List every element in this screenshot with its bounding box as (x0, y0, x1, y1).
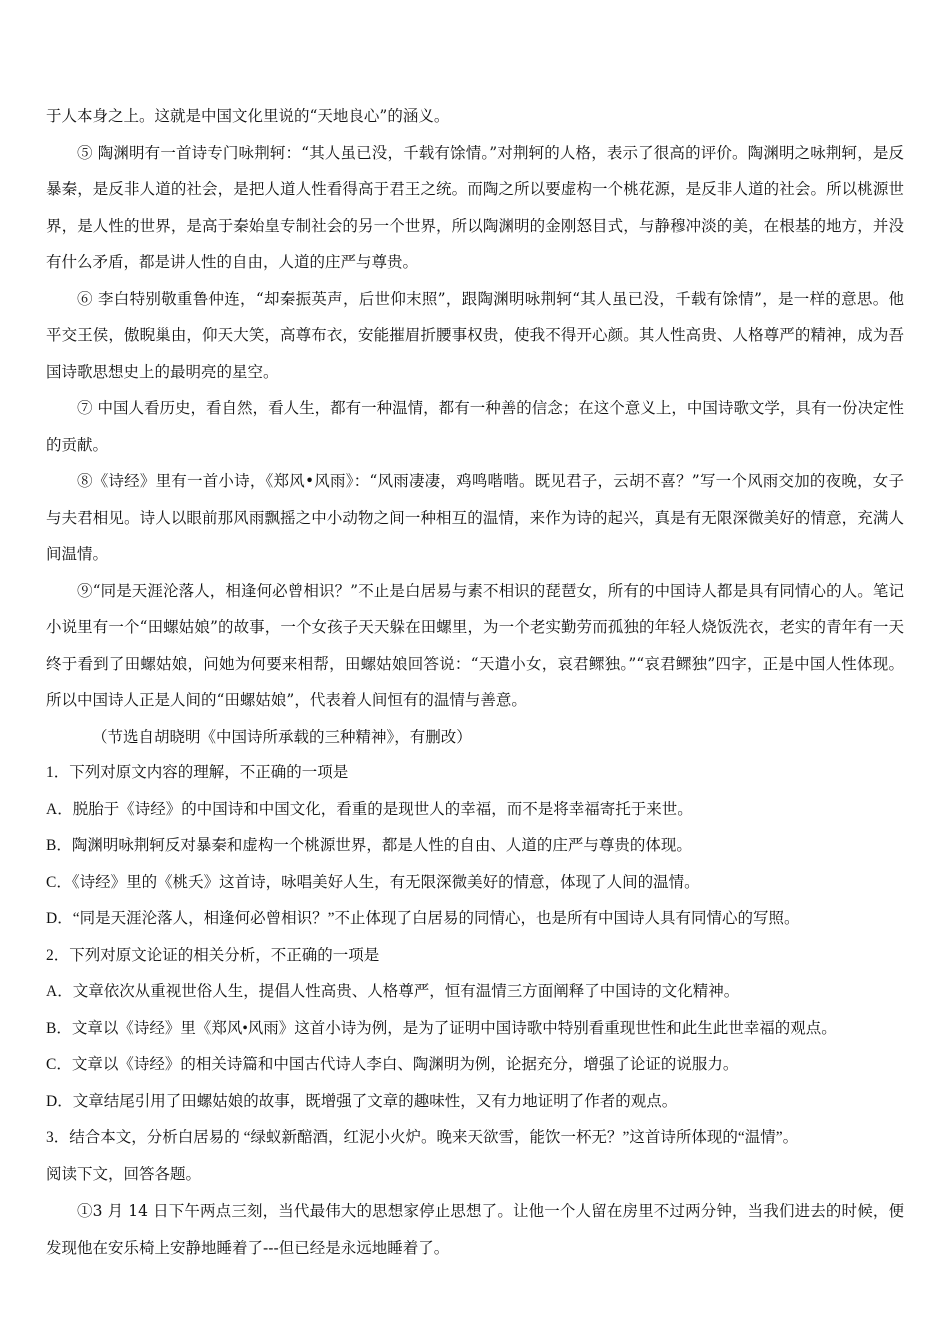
source-citation: （节选自胡晓明《中国诗所承载的三种精神》，有删改） (92, 727, 472, 746)
question-2-option-c: C．文章以《诗经》的相关诗篇和中国古代诗人李白、陶渊明为例，论据充分，增强了论证的说服力。 (46, 1056, 739, 1073)
question-1-option-a: A．脱胎于《诗经》的中国诗和中国文化，看重的是现世人的幸福，而不是将幸福寄托于来世。 (46, 800, 693, 818)
question-2-option-a: A．文章依次从重视世俗人生，提倡人性高贵、人格尊严，恒有温情三方面阐释了中国诗的文化精神。 (46, 983, 740, 1000)
question-3-stem: 3．结合本文，分析白居易的 “绿蚁新醅酒，红泥小火炉。晚来天欲雪，能饮一杯无？”这首诗所体现的“温情”。 (46, 1129, 799, 1146)
paragraph-4-tail: 于人本身之上。这就是中国文化里说的“天地良心”的涵义。 (46, 107, 450, 125)
question-2-option-d: D．文章结尾引用了田螺姑娘的故事，既增强了文章的趣味性，又有力地证明了作者的观点。 (46, 1092, 678, 1110)
question-2-stem: 2．下列对原文论证的相关分析，不正确的一项是 (46, 946, 380, 964)
question-1-option-b: B．陶渊明咏荆轲反对暴秦和虚构一个桃源世界，都是人性的自由、人道的庄严与尊贵的体现。 (46, 837, 692, 854)
paragraph-6: ⑥ 李白特别敬重鲁仲连，“却秦振英声，后世仰末照”，跟陶渊明咏荆轲“其人虽已没，千载有馀情”，是一样的意思。他平交王侯，傲睨巢由，仰天大笑，高尊布衣，安能摧眉折腰事权贵，使我不得开心颜。其人性高贵、人格尊严的精神，成为吾国诗歌思想史上的最明亮的星空。 (46, 289, 904, 381)
next-passage-paragraph-1: ①3 月 14 日下午两点三刻，当代最伟大的思想家停止思想了。让他一个人留在房里不过两分钟，当我们进去的时候，便发现他在安乐椅上安静地睡着了---但已经是永远地睡着了。 (46, 1202, 904, 1257)
paragraph-9: ⑨“同是天涯沦落人，相逢何必曾相识？”不止是白居易与素不相识的琵琶女，所有的中国诗人都是具有同情心的人。笔记小说里有一个“田螺姑娘”的故事，一个女孩子天天躲在田螺里，为一个老实勤劳而孤独的年轻人烧饭洗衣，老实的青年有一天终于看到了田螺姑娘，问她为何要来相帮，田螺姑娘回答说：“天遣小女，哀君鳏独。”“哀君鳏独”四字，正是中国人性体现。所以中国诗人正是人间的“田螺姑娘”，代表着人间恒有的温情与善意。 (46, 581, 904, 709)
question-1-stem: 1．下列对原文内容的理解，不正确的一项是 (46, 764, 349, 781)
reading-instruction: 阅读下文，回答各题。 (46, 1165, 202, 1183)
paragraph-5: ⑤ 陶渊明有一首诗专门咏荆轲：“其人虽已没，千载有馀情。”对荆轲的人格，表示了很高的评价。陶渊明之咏荆轲，是反暴秦，是反非人道的社会，是把人道人性看得高于君王之统。而陶之所以要虚构一个桃花源，是反非人道的社会。所以桃源世界，是人性的世界，是高于秦始皇专制社会的另一个世界，所以陶渊明的金刚怒目式，与静穆冲淡的美，在根基的地方，并没有什么矛盾，都是讲人性的自由，人道的庄严与尊贵。 (46, 143, 904, 271)
paragraph-7: ⑦ 中国人看历史，看自然，看人生，都有一种温情，都有一种善的信念；在这个意义上，中国诗歌文学，具有一份决定性的贡献。 (46, 399, 904, 454)
question-2-option-b: B．文章以《诗经》里《郑风•风雨》这首小诗为例，是为了证明中国诗歌中特别看重现世性和此生此世幸福的观点。 (46, 1019, 837, 1037)
question-1-option-c: C．《诗经》里的《桃夭》这首诗，咏唱美好人生，有无限深微美好的情意，体现了人间的温情。 (46, 873, 700, 891)
question-1-option-d: D．“同是天涯沦落人，相逢何必曾相识？”不止体现了白居易的同情心，也是所有中国诗人具有同情心的写照。 (46, 910, 800, 927)
paragraph-8: ⑧《诗经》里有一首小诗，《郑风•风雨》：“风雨凄凄，鸡鸣喈喈。既见君子，云胡不喜？”写一个风雨交加的夜晚，女子与夫君相见。诗人以眼前那风雨飘摇之中小动物之间一种相互的温情，来作为诗的起兴，真是有无限深微美好的情意，充满人间温情。 (46, 472, 904, 563)
